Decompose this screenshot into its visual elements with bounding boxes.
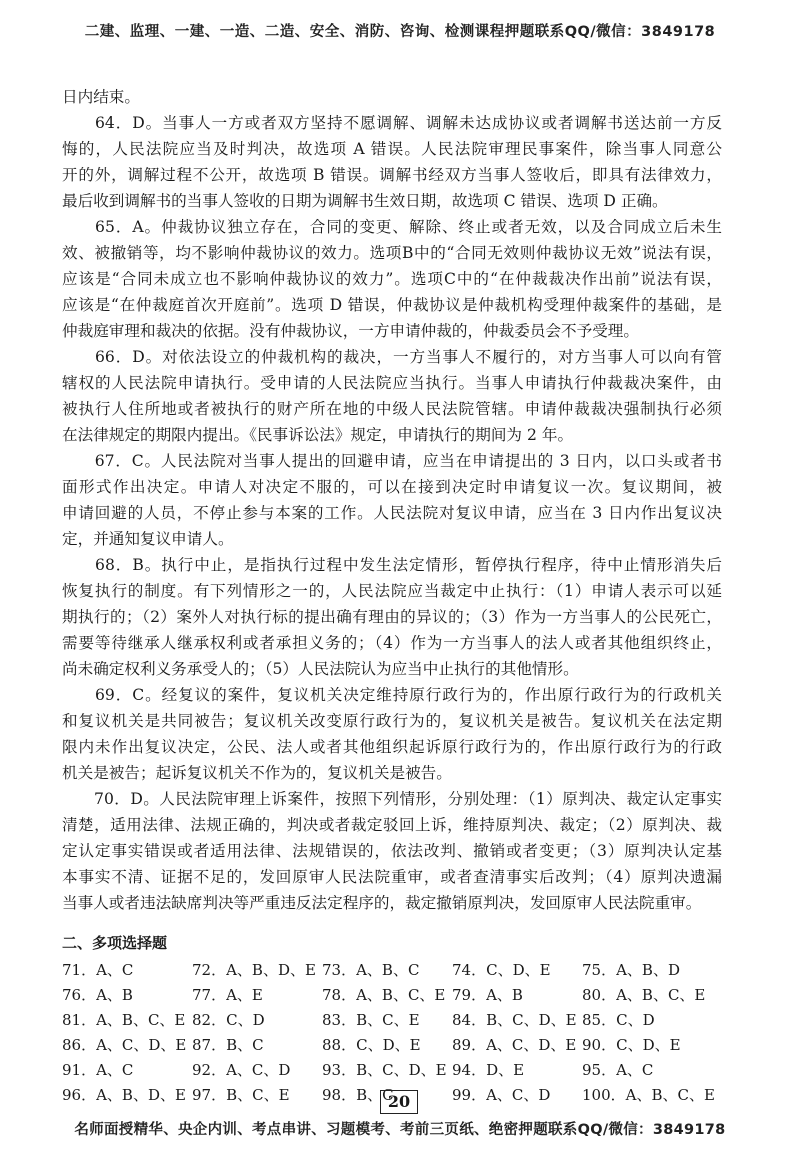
text-line: 最后收到调解书的当事人签收的日期为调解书生效日期，故选项 C 错误、选项 D 正确。 xyxy=(62,192,668,210)
text-line: 申请回避的人员，不停止参与本案的工作。人民法院对复议申请，应当在 3 日内作出复议决 xyxy=(62,504,722,522)
answer-item: 91．A、C xyxy=(62,1061,134,1079)
answer-item: 73．A、B、C xyxy=(322,961,420,979)
text-line: 本事实不清、证据不足的，发回原审人民法院重审，或者查清事实后改判；（4）原判决遗漏 xyxy=(62,868,722,886)
answer-item: 78．A、B、C、E xyxy=(322,986,446,1004)
answer-item: 75．A、B、D xyxy=(582,961,680,979)
text-line: 需要等待继承人继承权利或者承担义务的；（4）作为一方当事人的法人或者其他组织终止， xyxy=(62,634,722,652)
text-line: 机关是被告；起诉复议机关不作为的，复议机关是被告。 xyxy=(62,764,452,782)
answer-item: 81．A、B、C、E xyxy=(62,1011,186,1029)
answer-item: 74．C、D、E xyxy=(452,961,551,979)
text-line: 恢复执行的制度。有下列情形之一的，人民法院应当裁定中止执行：（1）申请人表示可以延 xyxy=(62,582,722,600)
text-line: 68．B。执行中止，是指执行过程中发生法定情形，暂停执行程序，待中止情形消失后 xyxy=(62,556,722,574)
text-line: 清楚，适用法律、法规正确的，判决或者裁定驳回上诉，维持原判决、裁定；（2）原判决、裁 xyxy=(62,816,722,834)
answer-item: 96．A、B、D、E xyxy=(62,1086,186,1104)
text-line: 70．D。人民法院审理上诉案件，按照下列情形，分别处理：（1）原判决、裁定认定事实 xyxy=(62,790,722,808)
answer-item: 92．A、C、D xyxy=(192,1061,291,1079)
paragraph xyxy=(62,214,722,344)
text-line: 64．D。当事人一方或者双方坚持不愿调解、调解未达成协议或者调解书送达前一方反 xyxy=(62,114,722,132)
answer-item: 79．A、B xyxy=(452,986,523,1004)
text-line: 开的外，调解过程不公开，故选项 B 错误。调解书经双方当事人签收后，即具有法律效力， xyxy=(62,166,722,184)
answer-item: 82．C、D xyxy=(192,1011,265,1029)
text-line: 期执行的；（2）案外人对执行标的提出确有理由的异议的；（3）作为一方当事人的公民死亡， xyxy=(62,608,722,626)
answer-item: 95．A、C xyxy=(582,1061,654,1079)
text-line: 效、被撤销等，均不影响仲裁协议的效力。选项B中的“合同无效则仲裁协议无效”说法有误， xyxy=(62,244,722,262)
answer-item: 98．B、C xyxy=(322,1086,394,1104)
text-line: 和复议机关是共同被告；复议机关改变原行政行为的，复议机关是被告。复议机关在法定期 xyxy=(62,712,722,730)
answer-grid xyxy=(62,958,722,1108)
text-line: 应该是“在仲裁庭首次开庭前”。选项 D 错误，仲裁协议是仲裁机构受理仲裁案件的基础，是 xyxy=(62,296,722,314)
answer-item: 80．A、B、C、E xyxy=(582,986,706,1004)
paragraph xyxy=(62,786,722,916)
text-line: 当事人或者违法缺席判决等严重违反法定程序的，裁定撤销原判决，发回原审人民法院重审。 xyxy=(62,894,702,912)
answer-item: 99．A、C、D xyxy=(452,1086,551,1104)
text-line: 仲裁庭审理和裁决的依据。没有仲裁协议，一方申请仲裁的，仲裁委员会不予受理。 xyxy=(62,322,639,340)
paragraph xyxy=(62,110,722,214)
answer-item: 100．A、B、C、E xyxy=(582,1086,715,1104)
text-line: 尚未确定权利义务承受人的；（5）人民法院认为应当中止执行的其他情形。 xyxy=(62,660,579,678)
answer-row xyxy=(62,958,722,983)
paragraph xyxy=(62,84,722,110)
answer-row xyxy=(62,983,722,1008)
answer-item: 86．A、C、D、E xyxy=(62,1036,187,1054)
page-number: 20 xyxy=(380,1090,418,1114)
answer-item: 89．A、C、D、E xyxy=(452,1036,577,1054)
text-line: 应该是“合同未成立也不影响仲裁协议的效力”。选项C中的“在仲裁裁决作出前”说法有误， xyxy=(62,270,722,288)
page-footer: 名师面授精华、央企内训、考点串讲、习题模考、考前三页纸、绝密押题联系QQ/微信：3849178 xyxy=(74,1122,726,1138)
answer-row xyxy=(62,1008,722,1033)
text-line: 69．C。经复议的案件，复议机关决定维持原行政行为的，作出原行政行为的行政机关 xyxy=(62,686,722,704)
text-line: 悔的，人民法院应当及时判决，故选项 A 错误。人民法院审理民事案件，除当事人同意公 xyxy=(62,140,722,158)
text-line: 在法律规定的期限内提出。《民事诉讼法》规定，申请执行的期间为 2 年。 xyxy=(62,426,574,444)
answer-item: 87．B、C xyxy=(192,1036,264,1054)
answer-item: 93．B、C、D、E xyxy=(322,1061,447,1079)
answer-explanations xyxy=(62,84,722,916)
text-line: 限内未作出复议决定，公民、法人或者其他组织起诉原行政行为的，作出原行政行为的行政 xyxy=(62,738,722,756)
text-line: 65．A。仲裁协议独立存在，合同的变更、解除、终止或者无效，以及合同成立后未生 xyxy=(62,218,722,236)
answer-item: 71．A、C xyxy=(62,961,134,979)
answer-row xyxy=(62,1033,722,1058)
answer-item: 76．A、B xyxy=(62,986,133,1004)
text-line: 67．C。人民法院对当事人提出的回避申请，应当在申请提出的 3 日内，以口头或者书 xyxy=(62,452,722,470)
text-line: 辖权的人民法院申请执行。受申请的人民法院应当执行。当事人申请执行仲裁裁决案件，由 xyxy=(62,374,722,392)
section-title: 二、多项选择题 xyxy=(62,934,168,952)
text-line: 日内结束。 xyxy=(62,88,140,106)
answer-item: 90．C、D、E xyxy=(582,1036,681,1054)
paragraph xyxy=(62,448,722,552)
answer-item: 97．B、C、E xyxy=(192,1086,290,1104)
answer-item: 72．A、B、D、E xyxy=(192,961,316,979)
answer-item: 88．C、D、E xyxy=(322,1036,421,1054)
document-body xyxy=(62,84,722,1108)
answer-item: 85．C、D xyxy=(582,1011,655,1029)
answer-row xyxy=(62,1058,722,1083)
answer-item: 83．B、C、E xyxy=(322,1011,420,1029)
paragraph xyxy=(62,682,722,786)
paragraph xyxy=(62,552,722,682)
text-line: 被执行人住所地或者被执行的财产所在地的中级人民法院管辖。申请仲裁裁决强制执行必须 xyxy=(62,400,722,418)
text-line: 66．D。对依法设立的仲裁机构的裁决，一方当事人不履行的，对方当事人可以向有管 xyxy=(62,348,722,366)
answer-item: 84．B、C、D、E xyxy=(452,1011,577,1029)
text-line: 面形式作出决定。申请人对决定不服的，可以在接到决定时申请复议一次。复议期间，被 xyxy=(62,478,722,496)
answer-item: 94．D、E xyxy=(452,1061,525,1079)
text-line: 定，并通知复议申请人。 xyxy=(62,530,234,548)
answer-item: 77．A、E xyxy=(192,986,263,1004)
page-header: 二建、监理、一建、一造、二造、安全、消防、咨询、检测课程押题联系QQ/微信：3849178 xyxy=(84,24,716,40)
paragraph xyxy=(62,344,722,448)
text-line: 定认定事实错误或者适用法律、法规错误的，依法改判、撤销或者变更；（3）原判决认定基 xyxy=(62,842,722,860)
